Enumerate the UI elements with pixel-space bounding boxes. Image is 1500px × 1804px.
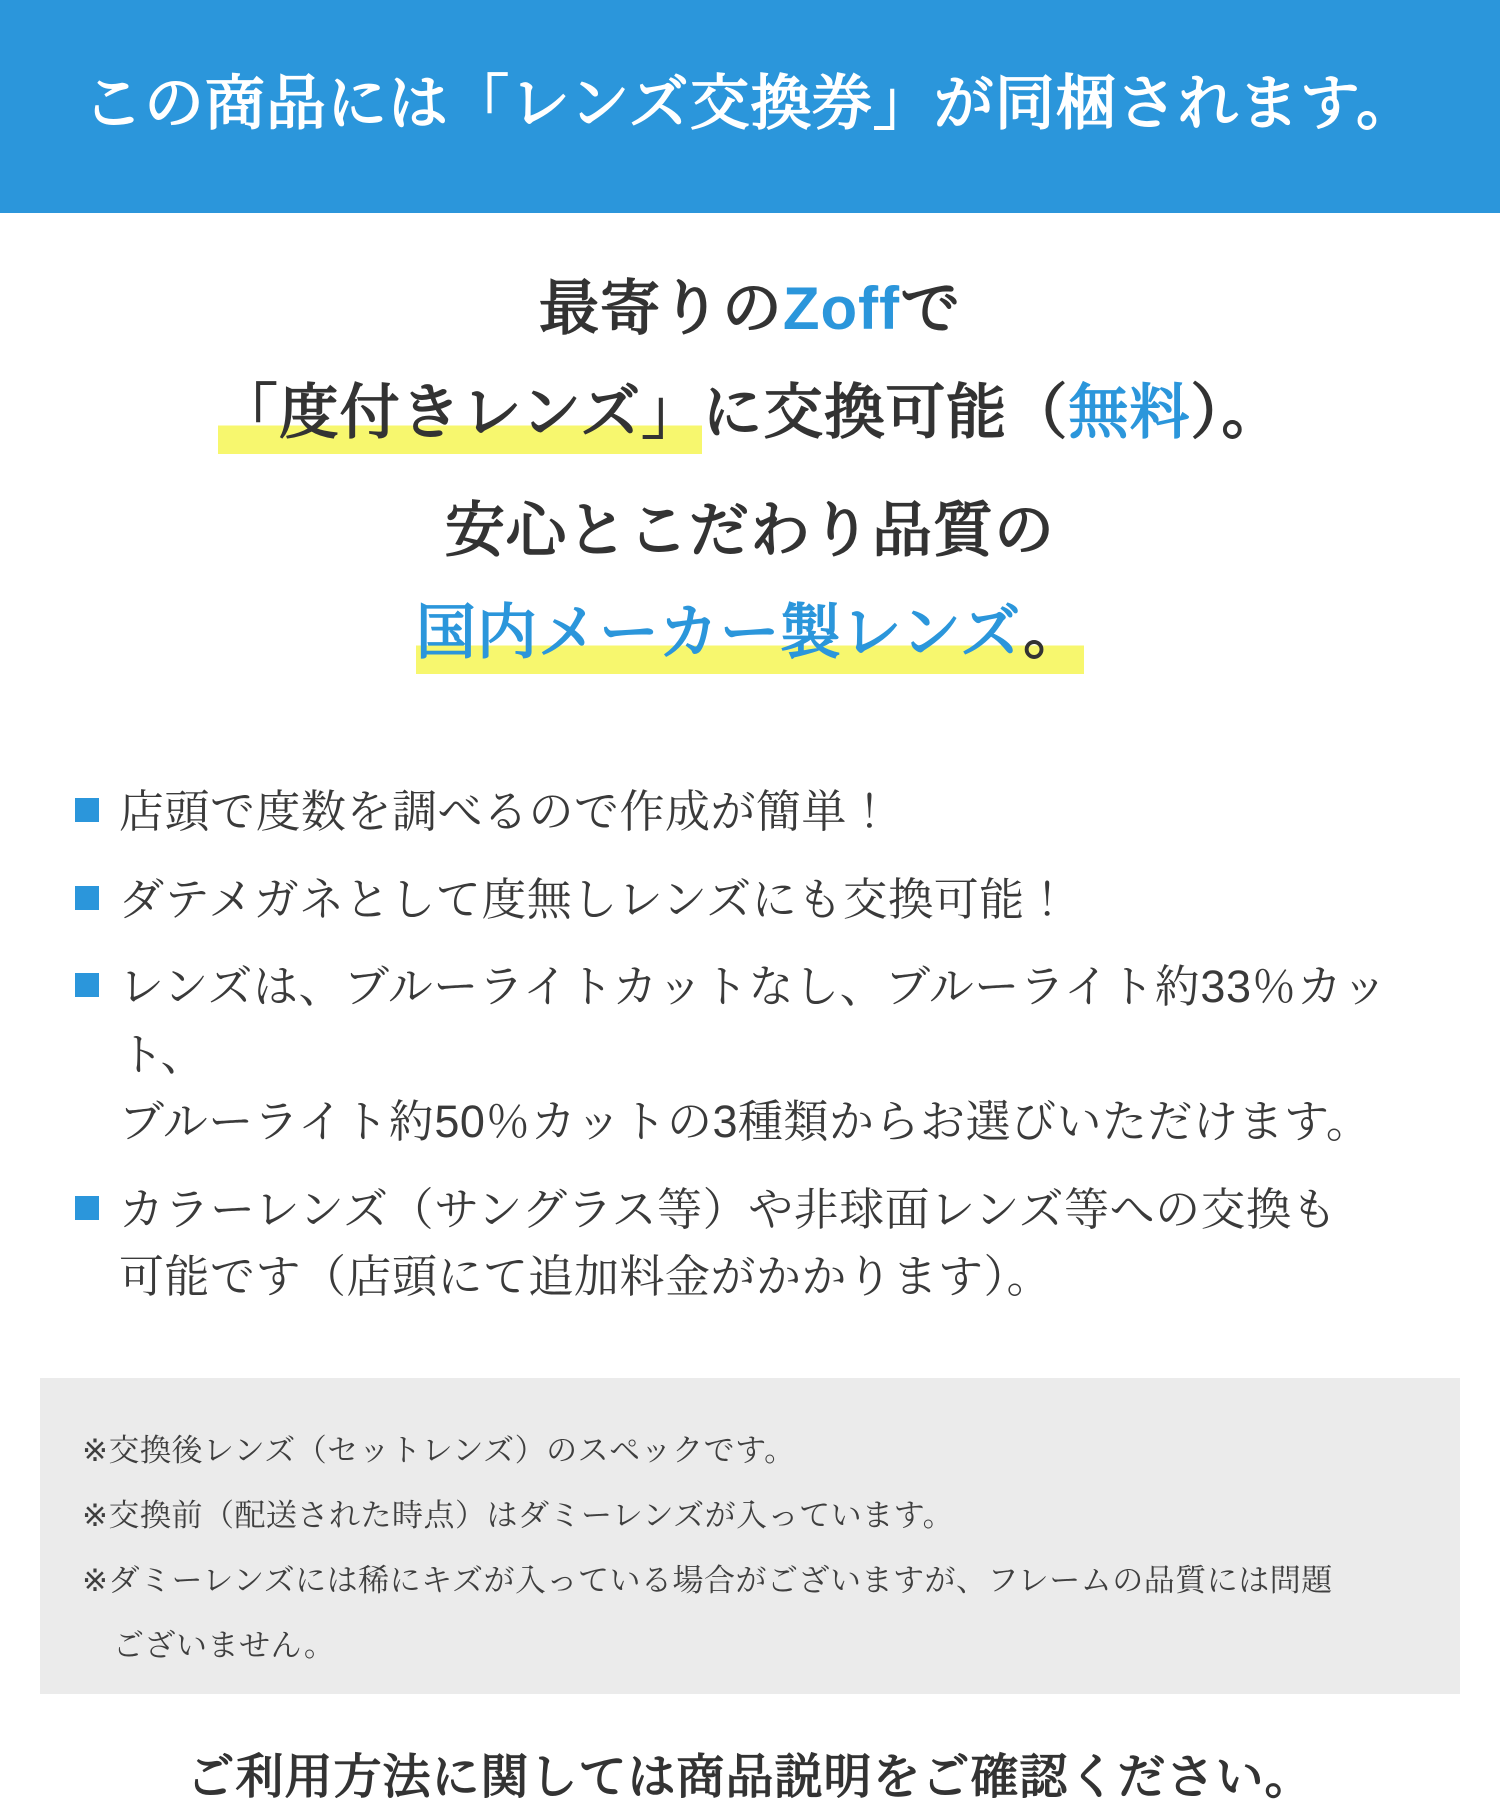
bullet-square-icon [75,886,99,910]
note-line: ※交換後レンズ（セットレンズ）のスペックです。 [82,1432,796,1468]
domestic-lens-accent-text: 国内メーカー製レンズ [415,599,1024,666]
prescription-lens-highlight: 「度付きレンズ」 [218,379,703,454]
zoff-brand-text: Zoff [782,275,901,342]
note-line: ※交換前（配送された時点）はダミーレンズが入っています。 [82,1497,955,1533]
bullet-square-icon [75,1196,99,1220]
note-item-3 [82,1548,1418,1678]
footer-note: ご利用方法に関しては商品説明をご確認ください。 [186,1750,1314,1804]
bullet-square-icon [75,798,99,822]
notes-box [40,1378,1460,1694]
lead-line2-mid: に交換可能（ [702,379,1069,446]
lead-line4-post: 。 [1023,599,1085,666]
feature-line: ブルーライト約50％カットの3種類からお選びいただけます。 [119,1096,1372,1147]
lead-line1-pre: 最寄りの [538,275,783,342]
feature-line: 店頭で度数を調べるので作成が簡単！ [119,786,893,837]
lead-heading-line-4 [0,599,1500,666]
banner-text: この商品には「レンズ交換券」が同梱されます。 [83,69,1417,137]
feature-text [119,866,1430,934]
bullet-square-icon [75,973,99,997]
feature-text [119,778,1430,846]
feature-line: ダテメガネとして度無しレンズにも交換可能！ [119,873,1071,925]
lens-voucher-banner [0,0,1500,213]
lead-heading-line-1 [0,275,1500,342]
lead-section [0,213,1500,666]
feature-text [119,953,1430,1156]
feature-item-1 [75,778,1430,846]
feature-item-2 [75,866,1430,934]
note-item-1 [82,1418,1418,1483]
feature-item-3 [75,953,1430,1156]
feature-line: 可能です（店頭にて追加料金がかかります）。 [119,1251,1053,1302]
note-line: ございません。 [113,1627,336,1663]
lead-heading-line-3: 安心とこだわり品質の [445,497,1055,564]
note-line: ※ダミーレンズには稀にキズが入っている場合がございますが、フレームの品質には問題 [82,1562,1333,1598]
feature-line: レンズは、ブルーライトカットなし、ブルーライト約33％カット、 [119,961,1388,1080]
note-item-2 [82,1483,1418,1548]
feature-item-4 [75,1176,1430,1311]
feature-list [75,778,1430,1311]
domestic-lens-highlight [416,599,1084,674]
feature-line: カラーレンズ（サングラス等）や非球面レンズ等への交換も [119,1183,1338,1235]
lead-heading-line-2 [0,379,1500,446]
free-accent-text: 無料 [1068,379,1191,446]
lead-line1-post: で [900,275,962,342]
feature-text [119,1176,1430,1311]
lead-line2-post: ）。 [1190,379,1283,446]
